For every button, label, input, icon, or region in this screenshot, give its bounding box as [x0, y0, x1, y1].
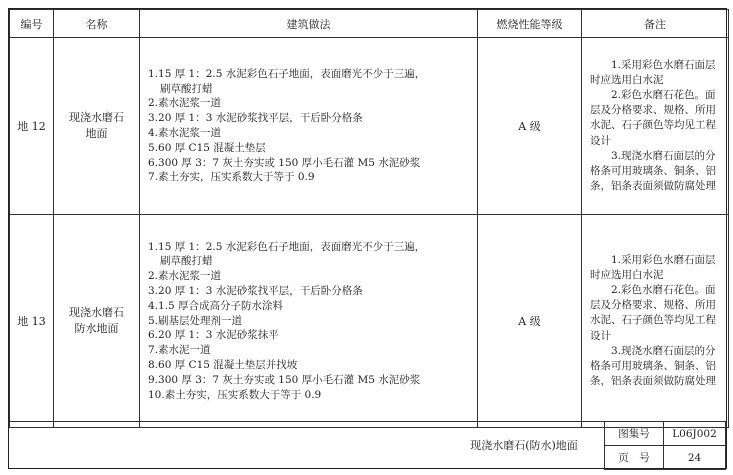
row-method: [140, 38, 478, 215]
row-method: [140, 215, 478, 428]
method-step: 5.60 厚 C15 混凝土垫层: [148, 141, 266, 154]
row-fire-rating: A 级: [478, 38, 582, 215]
atlas-number-value: L06J002: [664, 422, 726, 446]
method-step: 1.15 厚 1：2.5 水泥彩色石子地面，表面磨光不少于三遍，: [148, 67, 426, 80]
method-step: 4.素水泥浆一道: [148, 127, 222, 139]
remark-item: 3.现浇水磨石面层的分格条可用玻璃条、铜条、铝条，铝条表面须做防腐处理: [590, 344, 716, 388]
drawing-title: 现浇水磨石(防水)地面: [470, 439, 578, 452]
row-name: [54, 215, 140, 428]
method-step: 3.20 厚 1：3 水泥砂浆找平层，干后卧分格条: [148, 285, 363, 297]
table-row: [10, 215, 729, 428]
row-name-line: 现浇水磨石: [69, 111, 124, 124]
atlas-number-label: 图集号: [605, 422, 664, 446]
method-step: 6.20 厚 1：3 水泥砂浆抹平: [148, 329, 279, 342]
row-remarks: [582, 38, 729, 215]
remark-item: 1.采用彩色水磨石面层时应选用白水泥: [590, 253, 716, 281]
page-number-value: 24: [664, 446, 726, 470]
row-remarks: [582, 215, 729, 428]
header-method: 建筑做法: [140, 10, 478, 38]
method-step: 9.300 厚 3：7 灰土夯实或 150 厚小毛石灌 M5 水泥砂浆: [148, 373, 421, 386]
remark-item: 2.彩色水磨石花色。面层及分格要求、规格、所用水泥、石子颜色等均见工程设计: [590, 88, 716, 147]
method-step: 刷草酸打蜡: [160, 82, 213, 95]
method-step: 7.素土夯实，压实系数大于等于 0.9: [148, 171, 315, 184]
method-step: 6.300 厚 3：7 灰土夯实或 150 厚小毛石灌 M5 水泥砂浆: [148, 156, 421, 169]
atlas-info: [604, 421, 726, 470]
row-name: [54, 38, 140, 215]
title-block: [9, 421, 726, 468]
method-step: 8.60 厚 C15 混凝土垫层并找坡: [148, 358, 298, 371]
method-step: 7.素水泥一道: [148, 344, 211, 357]
header-fire-rating: 燃烧性能等级: [478, 10, 582, 38]
header-row: [10, 10, 729, 38]
method-step: 3.20 厚 1：3 水泥砂浆找平层，干后卧分格条: [148, 112, 363, 125]
drawing-sheet: [8, 8, 727, 469]
method-step: 1.15 厚 1：2.5 水泥彩色石子地面，表面磨光不少于三遍，: [148, 240, 426, 253]
header-code: 编号: [10, 10, 54, 38]
row-fire-rating: A 级: [478, 215, 582, 428]
remark-item: 3.现浇水磨石面层的分格条可用玻璃条、铜条、铝条，铝条表面须做防腐处理: [590, 149, 716, 193]
remark-item: 1.采用彩色水磨石面层时应选用白水泥: [590, 58, 716, 86]
page-number-label: 页 号: [605, 446, 664, 470]
construction-table: [9, 9, 729, 428]
row-name-line: 现浇水磨石: [69, 306, 124, 319]
method-step: 刷草酸打蜡: [160, 255, 213, 268]
method-step: 10.素土夯实，压实系数大于等于 0.9: [148, 388, 322, 401]
row-code: 地 13: [10, 215, 54, 428]
header-remarks: 备注: [582, 10, 729, 38]
header-name: 名称: [54, 10, 140, 38]
method-step: 4.1.5 厚合成高分子防水涂料: [148, 299, 284, 312]
remark-item: 2.彩色水磨石花色。面层及分格要求、规格、所用水泥、石子颜色等均见工程设计: [590, 283, 716, 342]
table-row: [10, 38, 729, 215]
method-step: 2.素水泥浆一道: [148, 97, 222, 110]
row-name-line: 防水地面: [74, 322, 119, 335]
row-name-line: 地面: [85, 127, 108, 140]
row-code: 地 12: [10, 38, 54, 215]
method-step: 5.刷基层处理剂一道: [148, 314, 243, 327]
method-step: 2.素水泥浆一道: [148, 270, 222, 283]
